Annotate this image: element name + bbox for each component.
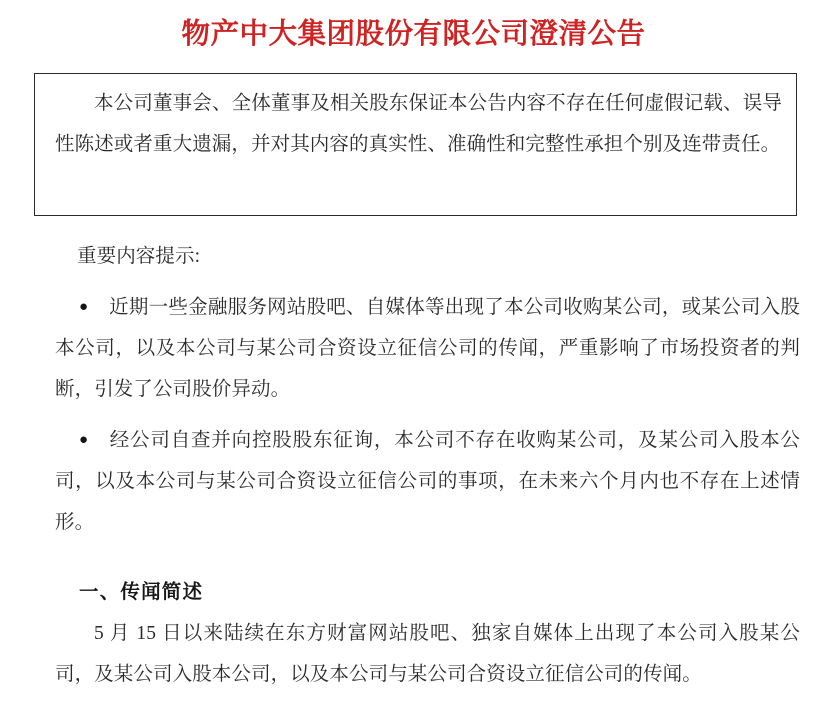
spacer	[55, 543, 800, 572]
bullet-icon: ●	[79, 432, 89, 448]
highlight-item-1	[55, 287, 800, 410]
page-title: 物产中大集团股份有限公司澄清公告	[181, 19, 646, 50]
disclaimer-text: 本公司董事会、全体董事及相关股东保证本公告内容不存在任何虚假记载、误导性陈述或者重大遗漏，并对其内容的真实性、准确性和完整性承担个别及连带责任。	[55, 93, 782, 155]
spacer	[55, 410, 800, 420]
highlight-item-2	[55, 420, 800, 543]
highlight-item-1-text: 近期一些金融服务网站股吧、自媒体等出现了本公司收购某公司，或某公司入股本公司，以及本公司与某公司合资设立征信公司的传闻，严重影响了市场投资者的判断，引发了公司股价异动。	[55, 297, 800, 400]
important-highlights-label: 重要内容提示:	[77, 246, 201, 267]
document-body	[55, 236, 800, 695]
spacer	[55, 277, 800, 287]
section-one-paragraph: 5 月 15 日以来陆续在东方财富网站股吧、独家自媒体上出现了本公司入股某公司，及某公司入股本公司，以及本公司与某公司合资设立征信公司的传闻。	[55, 623, 800, 685]
bullet-icon: ●	[79, 299, 89, 315]
section-heading-one: 一、传闻简述	[79, 582, 204, 603]
highlight-item-2-text: 经公司自查并向控股股东征询，本公司不存在收购某公司，及某公司入股本公司，以及本公司与某公司合资设立征信公司的事项，在未来六个月内也不存在上述情形。	[55, 430, 800, 533]
disclaimer-box	[34, 73, 797, 216]
